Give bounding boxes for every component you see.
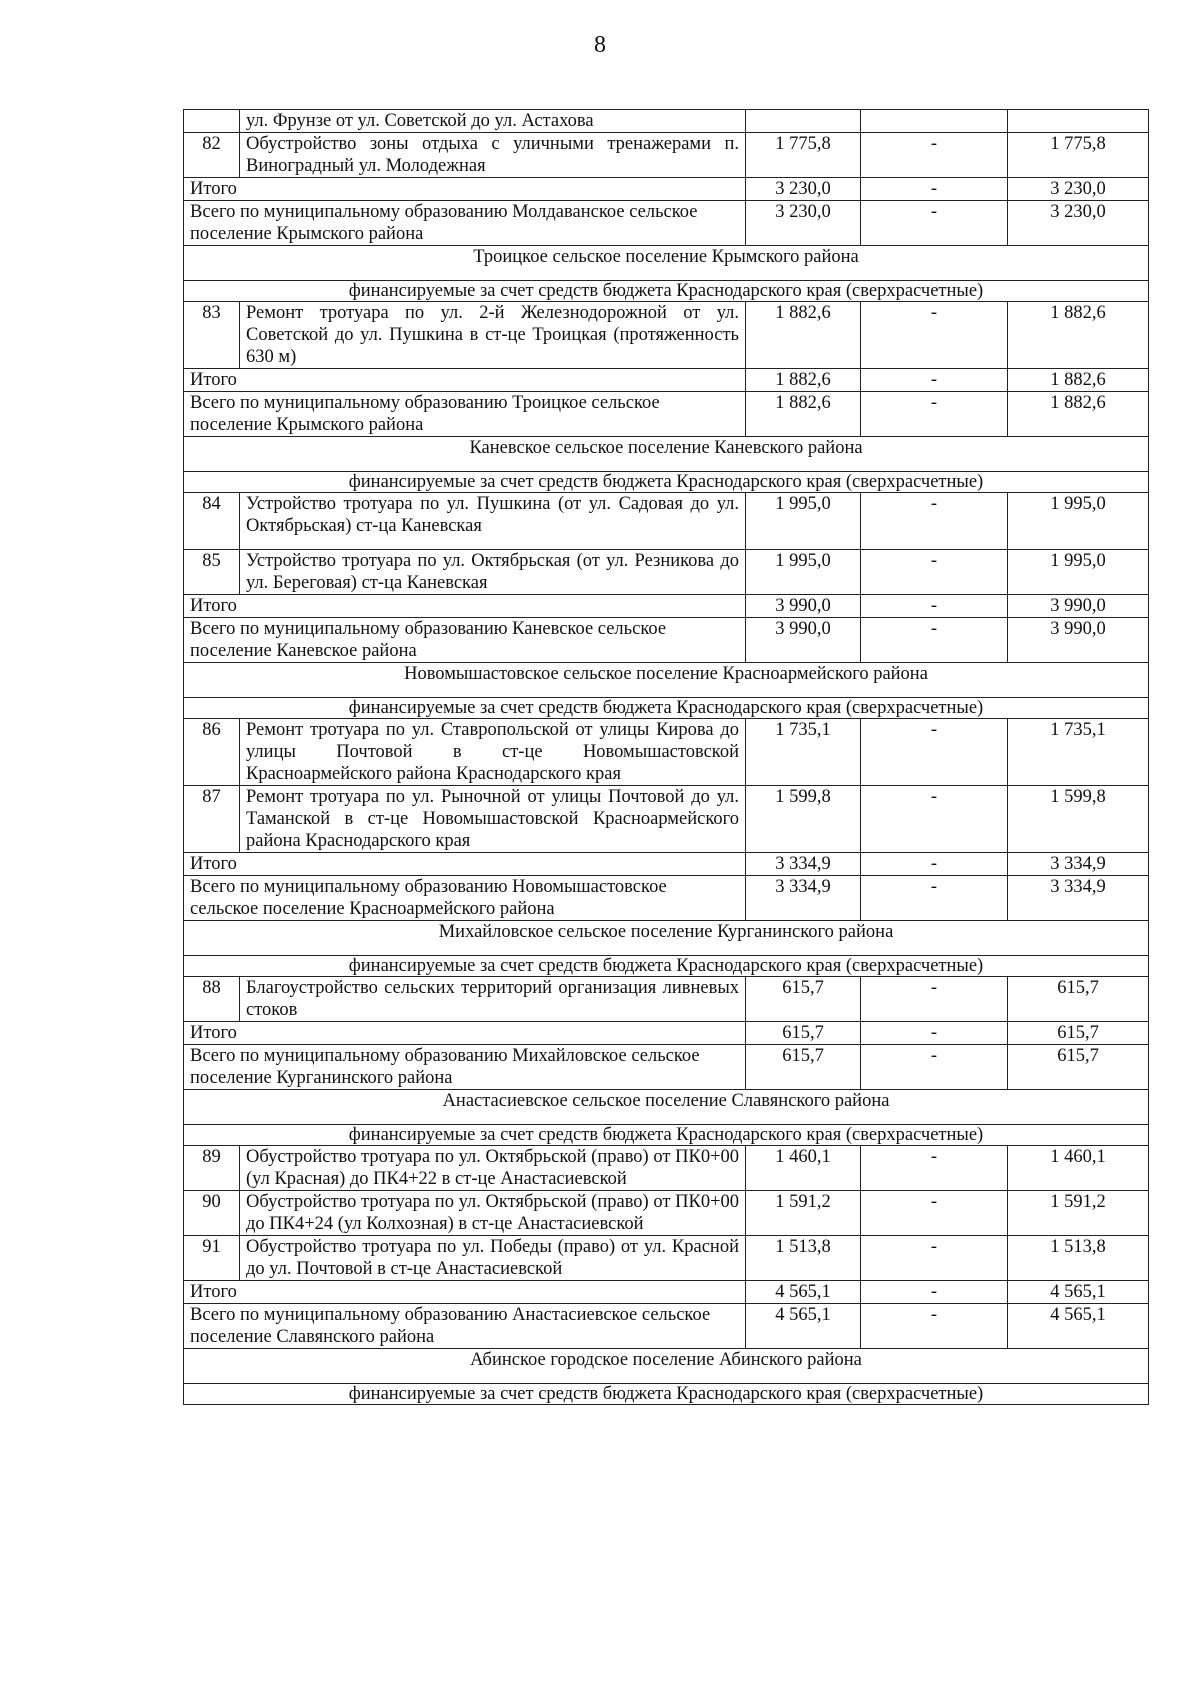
row-value-c: 1 775,8 <box>1008 133 1149 178</box>
row-description: Обустройство тротуара по ул. Победы (право) от ул. Красной до ул. Почтовой в ст-це Анастасиевской <box>240 1236 746 1281</box>
row-description: Устройство тротуара по ул. Пушкина (от ул. Садовая до ул. Октябрьская) ст-ца Каневская <box>240 493 746 550</box>
funding-source: финансируемые за счет средств бюджета Краснодарского края (сверхрасчетные) <box>184 1125 1149 1146</box>
subtotal-value-b: - <box>861 853 1008 876</box>
row-number: 87 <box>184 786 240 853</box>
row-value-b: - <box>861 786 1008 853</box>
section-heading-row <box>184 246 1149 281</box>
table-row-carryover <box>184 110 1149 133</box>
subtotal-label: Итого <box>184 595 746 618</box>
row-value-b: - <box>861 1191 1008 1236</box>
page-number: 8 <box>594 32 606 58</box>
funding-source-row <box>184 1125 1149 1146</box>
funding-source: финансируемые за счет средств бюджета Краснодарского края (сверхрасчетные) <box>184 281 1149 302</box>
table-row <box>184 133 1149 178</box>
row-value-b: - <box>861 133 1008 178</box>
municipality-total-value-b: - <box>861 876 1008 921</box>
subtotal-value-c: 3 990,0 <box>1008 595 1149 618</box>
row-number: 85 <box>184 550 240 595</box>
table-row <box>184 550 1149 595</box>
section-heading-row <box>184 437 1149 472</box>
subtotal-row <box>184 853 1149 876</box>
municipality-total-row <box>184 618 1149 663</box>
row-value-c <box>1008 110 1149 133</box>
municipality-total-row <box>184 201 1149 246</box>
funding-source-row <box>184 698 1149 719</box>
subtotal-row <box>184 178 1149 201</box>
table-row <box>184 1191 1149 1236</box>
row-description: Обустройство тротуара по ул. Октябрьской (право) от ПК0+00 до ПК4+24 (ул Колхозная) в ст-це Анастасиевской <box>240 1191 746 1236</box>
municipality-total-row <box>184 1304 1149 1349</box>
row-description: Обустройство тротуара по ул. Октябрьской (право) от ПК0+00 (ул Красная) до ПК4+22 в ст-це Анастасиевской <box>240 1146 746 1191</box>
funding-source-row <box>184 281 1149 302</box>
municipality-total-value-c: 3 230,0 <box>1008 201 1149 246</box>
municipality-total-value-c: 615,7 <box>1008 1045 1149 1090</box>
row-description: Ремонт тротуара по ул. Ставропольской от улицы Кирова до улицы Почтовой в ст-це Новомышастовской Красноармейского района Краснодарского края <box>240 719 746 786</box>
row-value-a: 1 735,1 <box>746 719 861 786</box>
section-heading-row <box>184 1349 1149 1384</box>
municipality-total-label: Всего по муниципальному образованию Михайловское сельское поселение Курганинского района <box>184 1045 746 1090</box>
row-number: 82 <box>184 133 240 178</box>
row-description: Устройство тротуара по ул. Октябрьская (от ул. Резникова до ул. Береговая) ст-ца Каневская <box>240 550 746 595</box>
municipality-total-label: Всего по муниципальному образованию Новомышастовское сельское поселение Красноармейского района <box>184 876 746 921</box>
municipality-total-label: Всего по муниципальному образованию Молдаванское сельское поселение Крымского района <box>184 201 746 246</box>
row-number: 86 <box>184 719 240 786</box>
subtotal-label: Итого <box>184 1022 746 1045</box>
funding-source: финансируемые за счет средств бюджета Краснодарского края (сверхрасчетные) <box>184 1384 1149 1405</box>
subtotal-row <box>184 1281 1149 1304</box>
subtotal-label: Итого <box>184 853 746 876</box>
row-value-c: 1 735,1 <box>1008 719 1149 786</box>
subtotal-value-b: - <box>861 369 1008 392</box>
row-description: ул. Фрунзе от ул. Советской до ул. Астахова <box>240 110 746 133</box>
municipality-total-value-c: 4 565,1 <box>1008 1304 1149 1349</box>
funding-source: финансируемые за счет средств бюджета Краснодарского края (сверхрасчетные) <box>184 472 1149 493</box>
subtotal-label: Итого <box>184 178 746 201</box>
row-value-c: 615,7 <box>1008 977 1149 1022</box>
subtotal-value-a: 615,7 <box>746 1022 861 1045</box>
subtotal-row <box>184 595 1149 618</box>
row-value-b: - <box>861 550 1008 595</box>
row-value-b: - <box>861 1146 1008 1191</box>
row-number: 89 <box>184 1146 240 1191</box>
subtotal-value-c: 3 334,9 <box>1008 853 1149 876</box>
municipality-total-value-a: 1 882,6 <box>746 392 861 437</box>
table-row <box>184 786 1149 853</box>
table-row <box>184 1146 1149 1191</box>
subtotal-value-a: 3 990,0 <box>746 595 861 618</box>
row-value-c: 1 591,2 <box>1008 1191 1149 1236</box>
row-value-c: 1 995,0 <box>1008 550 1149 595</box>
subtotal-value-c: 3 230,0 <box>1008 178 1149 201</box>
municipality-total-label: Всего по муниципальному образованию Анастасиевское сельское поселение Славянского района <box>184 1304 746 1349</box>
row-value-b: - <box>861 493 1008 550</box>
row-number: 83 <box>184 302 240 369</box>
subtotal-value-b: - <box>861 1022 1008 1045</box>
subtotal-value-c: 615,7 <box>1008 1022 1149 1045</box>
funding-source-row <box>184 956 1149 977</box>
row-description: Ремонт тротуара по ул. 2-й Железнодорожной от ул. Советской до ул. Пушкина в ст-це Троицкая (протяженность 630 м) <box>240 302 746 369</box>
section-heading-row <box>184 1090 1149 1125</box>
municipality-total-value-c: 3 334,9 <box>1008 876 1149 921</box>
row-value-b: - <box>861 1236 1008 1281</box>
row-description: Благоустройство сельских территорий организация ливневых стоков <box>240 977 746 1022</box>
section-heading: Троицкое сельское поселение Крымского района <box>184 246 1149 281</box>
row-number <box>184 110 240 133</box>
subtotal-label: Итого <box>184 369 746 392</box>
municipality-total-label: Всего по муниципальному образованию Троицкое сельское поселение Крымского района <box>184 392 746 437</box>
municipality-total-row <box>184 392 1149 437</box>
municipality-total-value-c: 1 882,6 <box>1008 392 1149 437</box>
row-value-a: 1 995,0 <box>746 493 861 550</box>
table-row <box>184 302 1149 369</box>
row-value-c: 1 599,8 <box>1008 786 1149 853</box>
municipality-total-value-b: - <box>861 1045 1008 1090</box>
municipality-total-row <box>184 1045 1149 1090</box>
row-description: Ремонт тротуара по ул. Рыночной от улицы Почтовой до ул. Таманской в ст-це Новомышастовской Красноармейского района Краснодарского края <box>240 786 746 853</box>
subtotal-label: Итого <box>184 1281 746 1304</box>
row-number: 84 <box>184 493 240 550</box>
funding-source-row <box>184 472 1149 493</box>
row-value-b: - <box>861 302 1008 369</box>
row-value-b <box>861 110 1008 133</box>
table-row <box>184 1236 1149 1281</box>
subtotal-value-a: 3 334,9 <box>746 853 861 876</box>
subtotal-value-c: 4 565,1 <box>1008 1281 1149 1304</box>
subtotal-value-c: 1 882,6 <box>1008 369 1149 392</box>
row-value-a: 1 775,8 <box>746 133 861 178</box>
municipality-total-value-a: 3 990,0 <box>746 618 861 663</box>
row-value-b: - <box>861 977 1008 1022</box>
section-heading: Новомышастовское сельское поселение Красноармейского района <box>184 663 1149 698</box>
row-value-a: 1 599,8 <box>746 786 861 853</box>
subtotal-value-a: 3 230,0 <box>746 178 861 201</box>
municipality-total-value-b: - <box>861 1304 1008 1349</box>
section-heading: Абинское городское поселение Абинского района <box>184 1349 1149 1384</box>
row-value-c: 1 513,8 <box>1008 1236 1149 1281</box>
row-value-c: 1 995,0 <box>1008 493 1149 550</box>
municipality-total-value-b: - <box>861 392 1008 437</box>
row-value-a: 1 460,1 <box>746 1146 861 1191</box>
subtotal-value-b: - <box>861 1281 1008 1304</box>
row-value-b: - <box>861 719 1008 786</box>
subtotal-value-b: - <box>861 178 1008 201</box>
section-heading-row <box>184 663 1149 698</box>
row-description: Обустройство зоны отдыха с уличными тренажерами п. Виноградный ул. Молодежная <box>240 133 746 178</box>
row-value-a: 615,7 <box>746 977 861 1022</box>
municipality-total-value-a: 3 230,0 <box>746 201 861 246</box>
row-number: 88 <box>184 977 240 1022</box>
municipality-total-row <box>184 876 1149 921</box>
row-value-a: 1 591,2 <box>746 1191 861 1236</box>
row-value-a: 1 513,8 <box>746 1236 861 1281</box>
subtotal-value-a: 4 565,1 <box>746 1281 861 1304</box>
funding-source: финансируемые за счет средств бюджета Краснодарского края (сверхрасчетные) <box>184 698 1149 719</box>
section-heading: Анастасиевское сельское поселение Славянского района <box>184 1090 1149 1125</box>
municipality-total-value-c: 3 990,0 <box>1008 618 1149 663</box>
municipality-total-value-a: 3 334,9 <box>746 876 861 921</box>
municipality-total-value-b: - <box>861 618 1008 663</box>
row-value-c: 1 460,1 <box>1008 1146 1149 1191</box>
row-number: 90 <box>184 1191 240 1236</box>
municipality-total-value-a: 615,7 <box>746 1045 861 1090</box>
funding-source-row <box>184 1384 1149 1405</box>
subtotal-value-a: 1 882,6 <box>746 369 861 392</box>
subtotal-value-b: - <box>861 595 1008 618</box>
budget-table <box>183 109 1149 1405</box>
row-value-a <box>746 110 861 133</box>
row-value-c: 1 882,6 <box>1008 302 1149 369</box>
section-heading: Каневское сельское поселение Каневского района <box>184 437 1149 472</box>
municipality-total-value-a: 4 565,1 <box>746 1304 861 1349</box>
row-value-a: 1 882,6 <box>746 302 861 369</box>
funding-source: финансируемые за счет средств бюджета Краснодарского края (сверхрасчетные) <box>184 956 1149 977</box>
municipality-total-value-b: - <box>861 201 1008 246</box>
table-row <box>184 493 1149 550</box>
municipality-total-label: Всего по муниципальному образованию Каневское сельское поселение Каневское района <box>184 618 746 663</box>
subtotal-row <box>184 1022 1149 1045</box>
subtotal-row <box>184 369 1149 392</box>
section-heading-row <box>184 921 1149 956</box>
row-value-a: 1 995,0 <box>746 550 861 595</box>
table-row <box>184 719 1149 786</box>
row-number: 91 <box>184 1236 240 1281</box>
table-row <box>184 977 1149 1022</box>
section-heading: Михайловское сельское поселение Курганинского района <box>184 921 1149 956</box>
